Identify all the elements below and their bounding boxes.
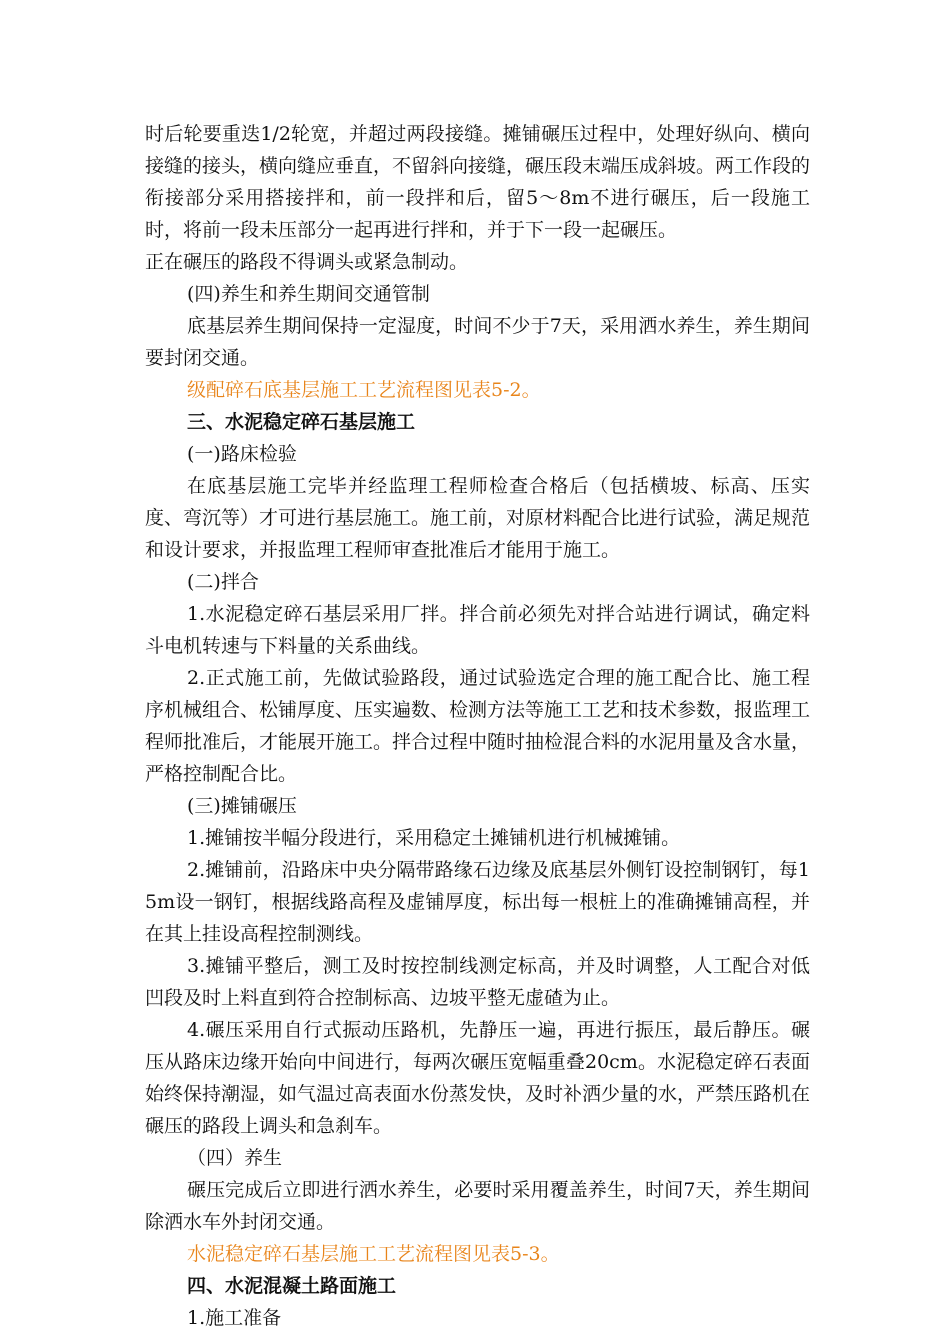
subheading-preparation: 1.施工准备 [187,1307,282,1329]
paragraph-curing-base: 碾压完成后立即进行洒水养生，必要时采用覆盖养生，时间7天，养生期间除洒水车外封闭交通。 [145,1179,810,1233]
section-heading-4: 四、水泥混凝土路面施工 [187,1275,397,1297]
paragraph-no-turning: 正在碾压的路段不得调头或紧急制动。 [145,251,469,273]
link-flowchart-5-3[interactable]: 水泥稳定碎石基层施工工艺流程图见表5-3。 [187,1243,560,1265]
subheading-curing: （四）养生 [187,1147,283,1169]
paragraph-paving-2: 2.摊铺前，沿路床中央分隔带路缘石边缘及底基层外侧钉设控制钢钉，每15m设一钢钉，根据线路高程及虚铺厚度，标出每一根桩上的准确摊铺高程，并在其上挂设高程控制测线。 [145,859,810,945]
paragraph-curing-subbase: 底基层养生期间保持一定湿度，时间不少于7天，采用洒水养生，养生期间要封闭交通。 [145,315,810,369]
paragraph-mixing-1: 1.水泥稳定碎石基层采用厂拌。拌合前必须先对拌合站进行调试，确定料斗电机转速与下料量的关系曲线。 [145,603,810,657]
subheading-paving-rolling: (三)摊铺碾压 [187,795,297,817]
paragraph-paving-1: 1.摊铺按半幅分段进行，采用稳定土摊铺机进行机械摊铺。 [187,827,681,849]
paragraph-paving-4: 4.碾压采用自行式振动压路机，先静压一遍，再进行振压，最后静压。碾压从路床边缘开始向中间进行，每两次碾压宽幅重叠20cm。水泥稳定碎石表面始终保持潮湿，如气温过高表面水份蒸发快，及时补洒少量的水，严禁压路机在碾压的路段上调头和急刹车。 [145,1019,811,1137]
paragraph-rolling-joints: 时后轮要重迭1/2轮宽，并超过两段接缝。摊铺碾压过程中，处理好纵向、横向接缝的接头，横向缝应垂直，不留斜向接缝，碾压段末端压成斜坡。两工作段的衔接部分采用搭接拌和，前一段拌和后，留5～8m不进行碾压，后一段施工时，将前一段未压部分一起再进行拌和，并于下一段一起碾压。 [145,123,811,241]
paragraph-paving-3: 3.摊铺平整后，测工及时按控制线测定标高，并及时调整，人工配合对低凹段及时上料直到符合控制标高、边坡平整无虚碴为止。 [145,955,810,1009]
document-body [145,118,810,1334]
subheading-curing-traffic: (四)养生和养生期间交通管制 [187,283,430,305]
paragraph-roadbed-inspection: 在底基层施工完毕并经监理工程师检查合格后（包括横坡、标高、压实度、弯沉等）才可进行基层施工。施工前，对原材料配合比进行试验，满足规范和设计要求，并报监理工程师审查批准后才能用于施工。 [145,475,811,561]
subheading-mixing: (二)拌合 [187,571,259,593]
section-heading-3: 三、水泥稳定碎石基层施工 [187,411,416,433]
paragraph-mixing-2: 2.正式施工前，先做试验路段，通过试验选定合理的施工配合比、施工程序机械组合、松铺厚度、压实遍数、检测方法等施工工艺和技术参数，报监理工程师批准后，才能展开施工。拌合过程中随时抽检混合料的水泥用量及含水量，严格控制配合比。 [145,667,811,785]
link-flowchart-5-2[interactable]: 级配碎石底基层施工工艺流程图见表5-2。 [187,379,541,401]
subheading-roadbed-inspection: (一)路床检验 [187,443,297,465]
